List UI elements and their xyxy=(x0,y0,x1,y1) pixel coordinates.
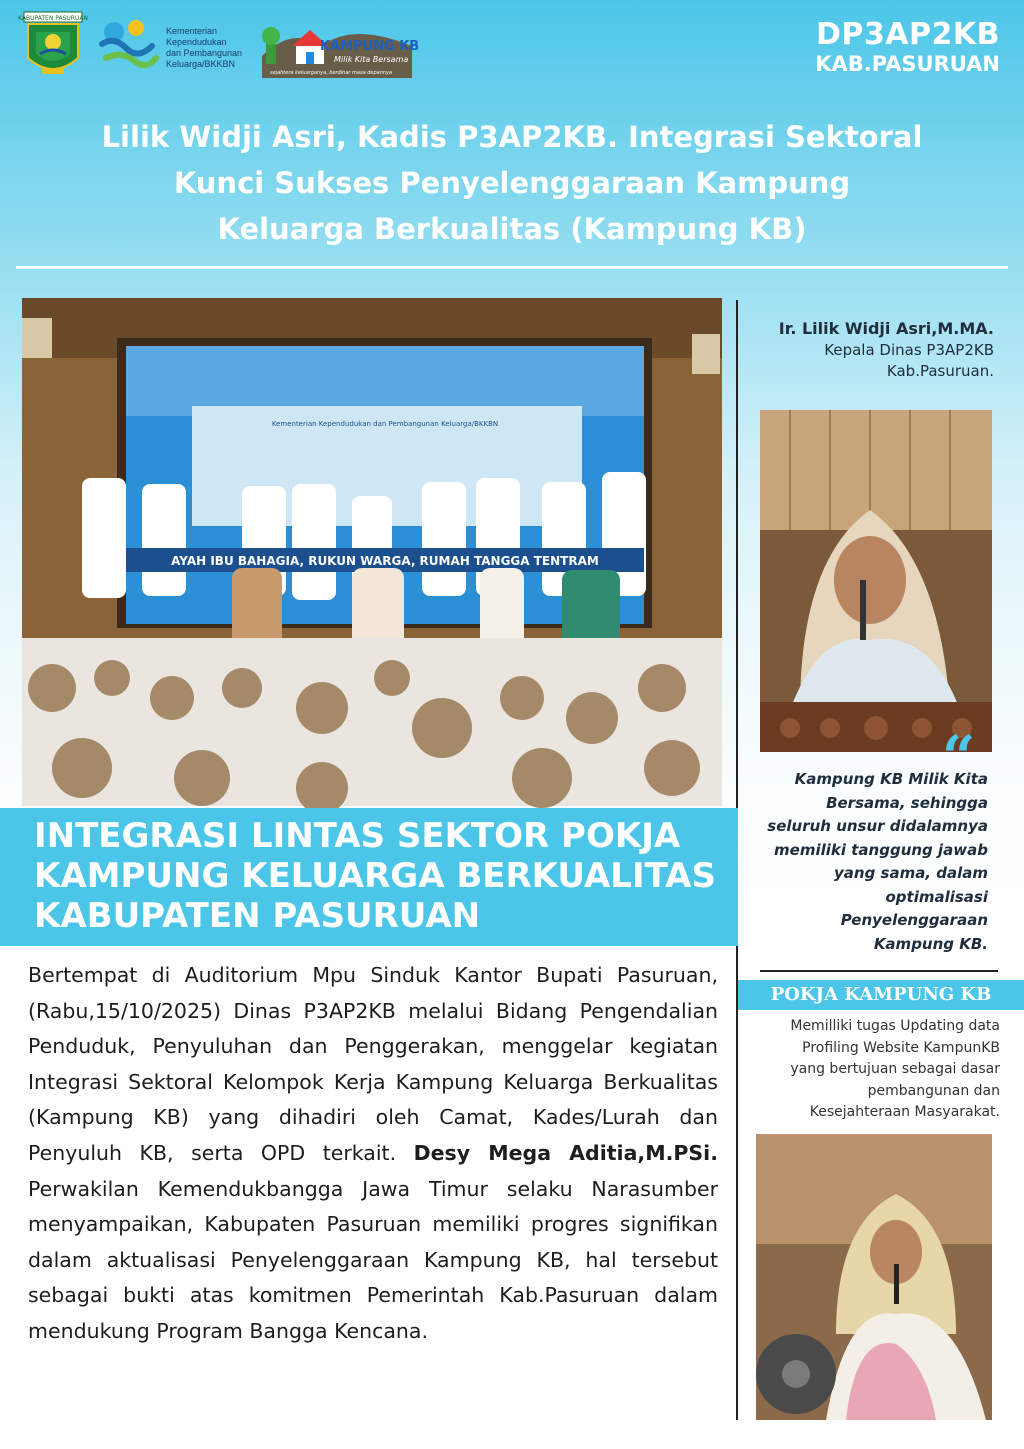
bkkbn-logo xyxy=(92,14,162,74)
quote-text xyxy=(738,768,988,956)
quote-line: Penyelenggaraan xyxy=(840,911,988,929)
brand-subtitle: KAB.PASURUAN xyxy=(815,52,1000,76)
profile-block xyxy=(779,318,994,382)
article-text: Perwakilan Kemendukbangga Jawa Timur selaku Narasumber menyampaikan, Kabupaten Pasuruan memiliki progres signifikan dalam aktualisasi Penyelenggaraan Kampung KB, hal tersebut sebagai bukti atas komitmen Pemerintah Kab.Pasuruan dalam mendukung Program Bangga Kencana. xyxy=(28,1176,718,1343)
quote-line: Kampung KB. xyxy=(873,934,988,953)
pokja-description xyxy=(744,1016,1000,1124)
main-event-photo xyxy=(22,298,722,806)
quote-line: memiliki tanggung jawab xyxy=(774,840,988,859)
svg-text:KABUPATEN PASURUAN: KABUPATEN PASURUAN xyxy=(18,15,88,22)
quote-line: seluruh unsur didalamnya xyxy=(767,817,988,835)
section-title-line: INTEGRASI LINTAS SEKTOR POKJA xyxy=(34,816,681,856)
bkkbn-line: dan Pembangunan xyxy=(166,48,243,58)
pokja-line: Kesejahteraan Masyarakat. xyxy=(809,1104,1000,1120)
svg-text:sejahtera keluarganya, berdina: sejahtera keluarganya, berdinar masa depannya xyxy=(270,70,393,76)
brand-block xyxy=(815,18,1000,76)
headline xyxy=(40,114,984,252)
pasuruan-regency-emblem xyxy=(18,10,88,80)
portrait-photo xyxy=(760,410,992,752)
svg-text:Kementerian Kependudukan dan P: Kementerian Kependudukan dan Pembangunan Keluarga/BKKBN xyxy=(271,420,499,428)
section-title-line: KABUPATEN PASURUAN xyxy=(34,896,481,936)
header xyxy=(0,0,1024,100)
brand-title: DP3AP2KB xyxy=(816,17,1000,52)
pokja-title: POKJA KAMPUNG KB xyxy=(738,980,1024,1010)
headline-line: Kunci Sukses Penyelenggaraan Kampung xyxy=(173,166,851,200)
bkkbn-line: Kependudukan xyxy=(166,37,227,47)
kampung-kb-logo xyxy=(262,16,420,78)
quote-line: Kampung KB Milik Kita xyxy=(794,770,988,788)
section-title-line: KAMPUNG KELUARGA BERKUALITAS xyxy=(34,856,716,896)
section-title xyxy=(34,816,734,936)
divider xyxy=(16,266,1008,269)
bkkbn-line: Keluarga/BKKBN xyxy=(166,59,236,69)
svg-text:KAMPUNG KB: KAMPUNG KB xyxy=(320,39,420,54)
profile-name: Ir. Lilik Widji Asri,M.MA. xyxy=(778,319,994,338)
divider xyxy=(760,970,998,972)
speaker-name: Desy Mega Aditia,M.PSi. xyxy=(413,1140,718,1165)
quote-line: optimalisasi xyxy=(885,887,988,906)
profile-role: Kepala Dinas P3AP2KB xyxy=(824,341,994,359)
bkkbn-caption xyxy=(166,26,242,70)
speaker-photo xyxy=(756,1134,992,1420)
headline-line: Keluarga Berkualitas (Kampung KB) xyxy=(217,212,807,246)
profile-location: Kab.Pasuruan. xyxy=(886,362,994,380)
bkkbn-line: Kementerian xyxy=(166,26,218,36)
quote-line: yang sama, dalam xyxy=(833,864,988,882)
svg-text:Milik Kita Bersama: Milik Kita Bersama xyxy=(334,55,409,64)
pokja-line: Profiling Website KampunKB xyxy=(802,1039,1000,1056)
pokja-line: pembangunan dan xyxy=(867,1082,1000,1099)
quote-mark-icon: “ xyxy=(942,723,976,791)
headline-line: Lilik Widji Asri, Kadis P3AP2KB. Integrasi Sektoral xyxy=(101,120,923,154)
pokja-line: Memilliki tugas Updating data xyxy=(790,1018,1000,1034)
quote-line: Bersama, sehingga xyxy=(826,793,988,812)
article-text: Bertempat di Auditorium Mpu Sinduk Kantor Bupati Pasuruan, (Rabu,15/10/2025) Dinas P3AP2KB melalui Bidang Pengendalian Penduduk, Penyuluhan dan Penggerakan, menggelar kegiatan Integrasi Sektoral Kelompok Kerja Kampung Keluarga Berkualitas (Kampung KB) yang dihadiri oleh Camat, Kades/Lurah dan Penyuluh KB, serta OPD terkait. xyxy=(28,963,718,1165)
svg-text:AYAH IBU BAHAGIA, RUKUN WARGA,: AYAH IBU BAHAGIA, RUKUN WARGA, RUMAH TANGGA TENTRAM xyxy=(171,554,599,568)
article-body xyxy=(28,958,718,1350)
pokja-line: yang bertujuan sebagai dasar xyxy=(790,1061,1000,1077)
